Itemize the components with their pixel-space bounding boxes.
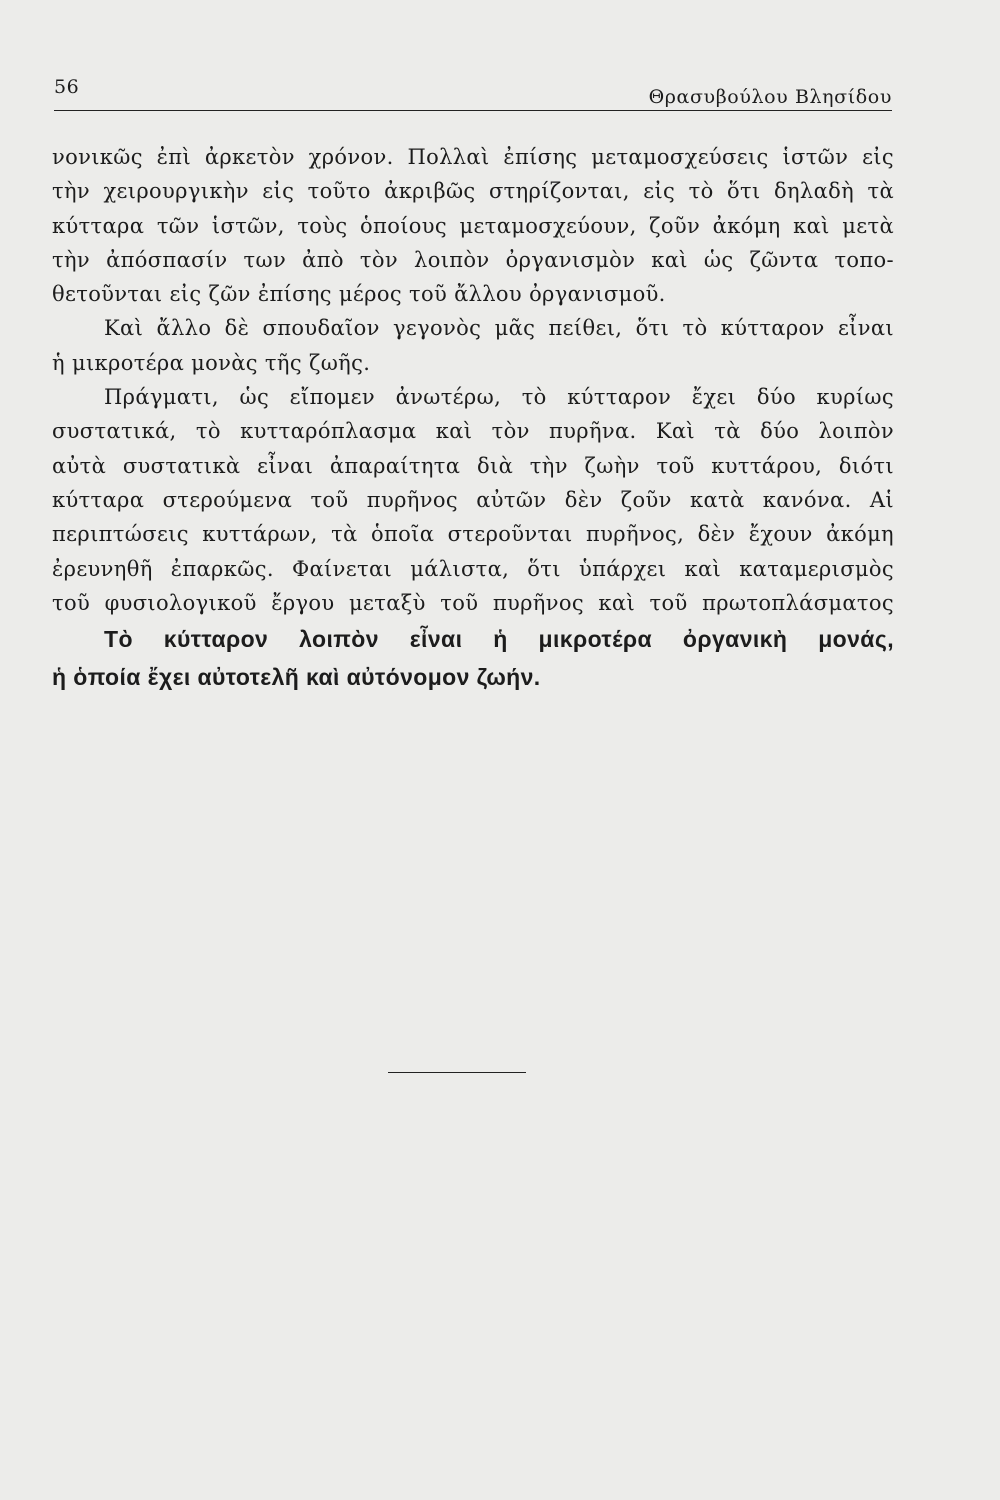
text-line: νονικῶς ἐπὶ ἀρκετὸν χρόνον. Πολλαὶ ἐπίσης μεταμοσχεύσεις ἱστῶν εἰς [52, 145, 894, 169]
bold-conclusion-line: ἡ ὁποία ἔχει αὐτοτελῆ καὶ αὐτόνομον ζωήν. [52, 664, 541, 691]
text-line: τὴν ἀπόσπασίν των ἀπὸ τὸν λοιπὸν ὀργανισμὸν καὶ ὡς ζῶντα τοπο- [52, 247, 894, 272]
page-header [54, 76, 892, 114]
section-end-rule [388, 1072, 526, 1073]
text-line: κύτταρα στερούμενα τοῦ πυρῆνος αὐτῶν δὲν ζοῦν κατὰ κανόνα. Αἱ [52, 487, 894, 512]
body-text [52, 140, 894, 696]
bold-conclusion-line: Τὸ κύτταρον λοιπὸν εἶναι ἡ μικροτέρα ὀργανικὴ μονάς, [104, 626, 894, 653]
text-line: αὐτὰ συστατικὰ εἶναι ἀπαραίτητα διὰ τὴν ζωὴν τοῦ κυττάρου, διότι [52, 453, 894, 478]
paragraph-start-line: Πράγματι, ὡς εἴπομεν ἀνωτέρω, τὸ κύτταρον ἔχει δύο κυρίως [104, 385, 894, 410]
text-line: θετοῦνται εἰς ζῶν ἐπίσης μέρος τοῦ ἄλλου ὀργανισμοῦ. [52, 282, 666, 307]
running-head: Θρασυβούλου Βλησίδου [648, 86, 892, 108]
text-line: τὴν χειρουργικὴν εἰς τοῦτο ἀκριβῶς στηρίζονται, εἰς τὸ ὅτι δηλαδὴ τὰ [52, 179, 894, 204]
text-line: τοῦ φυσιολογικοῦ ἔργου μεταξὺ τοῦ πυρῆνος καὶ τοῦ πρωτοπλάσματος [52, 590, 894, 615]
text-line: συστατικά, τὸ κυτταρόπλασμα καὶ τὸν πυρῆνα. Καὶ τὰ δύο λοιπὸν [52, 419, 894, 444]
text-line: κύτταρα τῶν ἱστῶν, τοὺς ὁποίους μεταμοσχεύουν, ζοῦν ἀκόμη καὶ μετὰ [52, 213, 894, 238]
header-rule [54, 110, 892, 111]
page-number: 56 [54, 76, 80, 98]
text-line: περιπτώσεις κυττάρων, τὰ ὁποῖα στεροῦνται πυρῆνος, δὲν ἔχουν ἀκόμη [52, 522, 894, 547]
text-line: ἐρευνηθῆ ἐπαρκῶς. Φαίνεται μάλιστα, ὅτι ὑπάρχει καὶ καταμερισμὸς [52, 556, 894, 581]
paragraph-start-line: Καὶ ἄλλο δὲ σπουδαῖον γεγονὸς μᾶς πείθει, ὅτι τὸ κύτταρον εἶναι [104, 316, 894, 341]
text-line: ἡ μικροτέρα μονὰς τῆς ζωῆς. [52, 350, 371, 375]
